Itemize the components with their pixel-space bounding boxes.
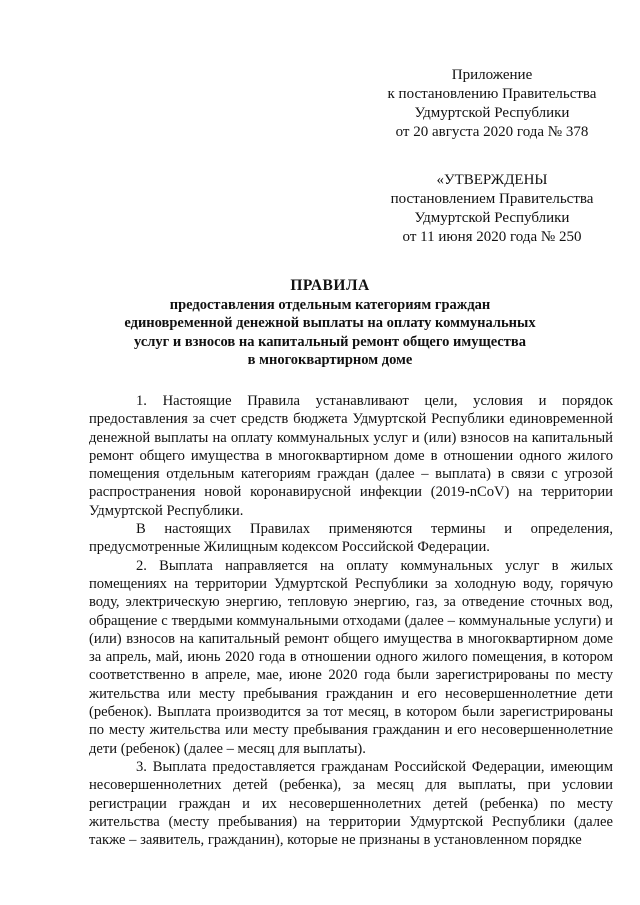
title-line-4: в многоквартирном доме xyxy=(247,352,413,369)
approved-line-2: постановлением Правительства xyxy=(390,191,594,207)
paragraph-1: 1. Настоящие Правила устанавливают цели, условия и порядок предоставления за счет средств бюджета Удмуртской Республики единовременной денежной выплаты на оплату коммунальных услуг и (или) взносов на капитальный ремонт общего имущества в многоквартирном доме в отношении одного жилого помещения отдельным категориям граждан (далее – выплата) в связи с угрозой распространения новой коронавирусной инфекции (2019-nCoV) на территории Удмуртской Республики. xyxy=(89,393,613,519)
title-main: ПРАВИЛА xyxy=(290,277,370,294)
document-title xyxy=(80,276,580,370)
paragraph-3: 2. Выплата направляется на оплату коммунальных услуг в жилых помещениях на территории Удмуртской Республики за холодную воду, горячую воду, электрическую энергию, тепловую энергию, газ, за отведение сточных вод, обращение с твердыми коммунальными отходами (далее – коммунальные услуги) и (или) взносов на капитальный ремонт общего имущества в многоквартирном доме за апрель, май, июнь 2020 года в отношении одного жилого помещения, в котором соответственно в апреле, мае, июне 2020 года были зарегистрированы по месту жительства или месту пребывания гражданин и его несовершеннолетние дети (ребенок). Выплата производится за тот месяц, в котором были зарегистрированы по месту жительства или месту пребывания гражданин и его несовершеннолетние дети (ребенок) (далее – месяц для выплаты). xyxy=(89,557,613,757)
appendix-line-3: Удмуртской Республики xyxy=(414,105,570,121)
appendix-line-4: от 20 августа 2020 года № 378 xyxy=(395,124,589,140)
title-line-3: услуг и взносов на капитальный ремонт общего имущества xyxy=(134,333,526,350)
title-line-1: предоставления отдельным категориям граждан xyxy=(169,297,491,313)
document-body xyxy=(89,392,613,849)
approved-line-4: от 11 июня 2020 года № 250 xyxy=(402,229,582,245)
appendix-line-1: Приложение xyxy=(451,67,533,83)
approved-header xyxy=(372,171,612,247)
title-line-2: единовременной денежной выплаты на оплату коммунальных xyxy=(124,315,536,332)
paragraph-4: 3. Выплата предоставляется гражданам Российской Федерации, имеющим несовершеннолетних детей (ребенка), за месяц для выплаты, при условии регистрации граждан и их несовершеннолетних детей (ребенка) по месту жительства (месту пребывания) на территории Удмуртской Республики (далее также – заявитель, гражданин), которые не признаны в установленном порядке xyxy=(89,758,613,849)
approved-line-3: Удмуртской Республики xyxy=(414,210,570,226)
approved-line-1: «УТВЕРЖДЕНЫ xyxy=(436,172,548,188)
appendix-header xyxy=(372,66,612,142)
paragraph-2: В настоящих Правилах применяются термины и определения, предусмотренные Жилищным кодексом Российской Федерации. xyxy=(89,521,613,556)
appendix-line-2: к постановлению Правительства xyxy=(387,86,597,102)
